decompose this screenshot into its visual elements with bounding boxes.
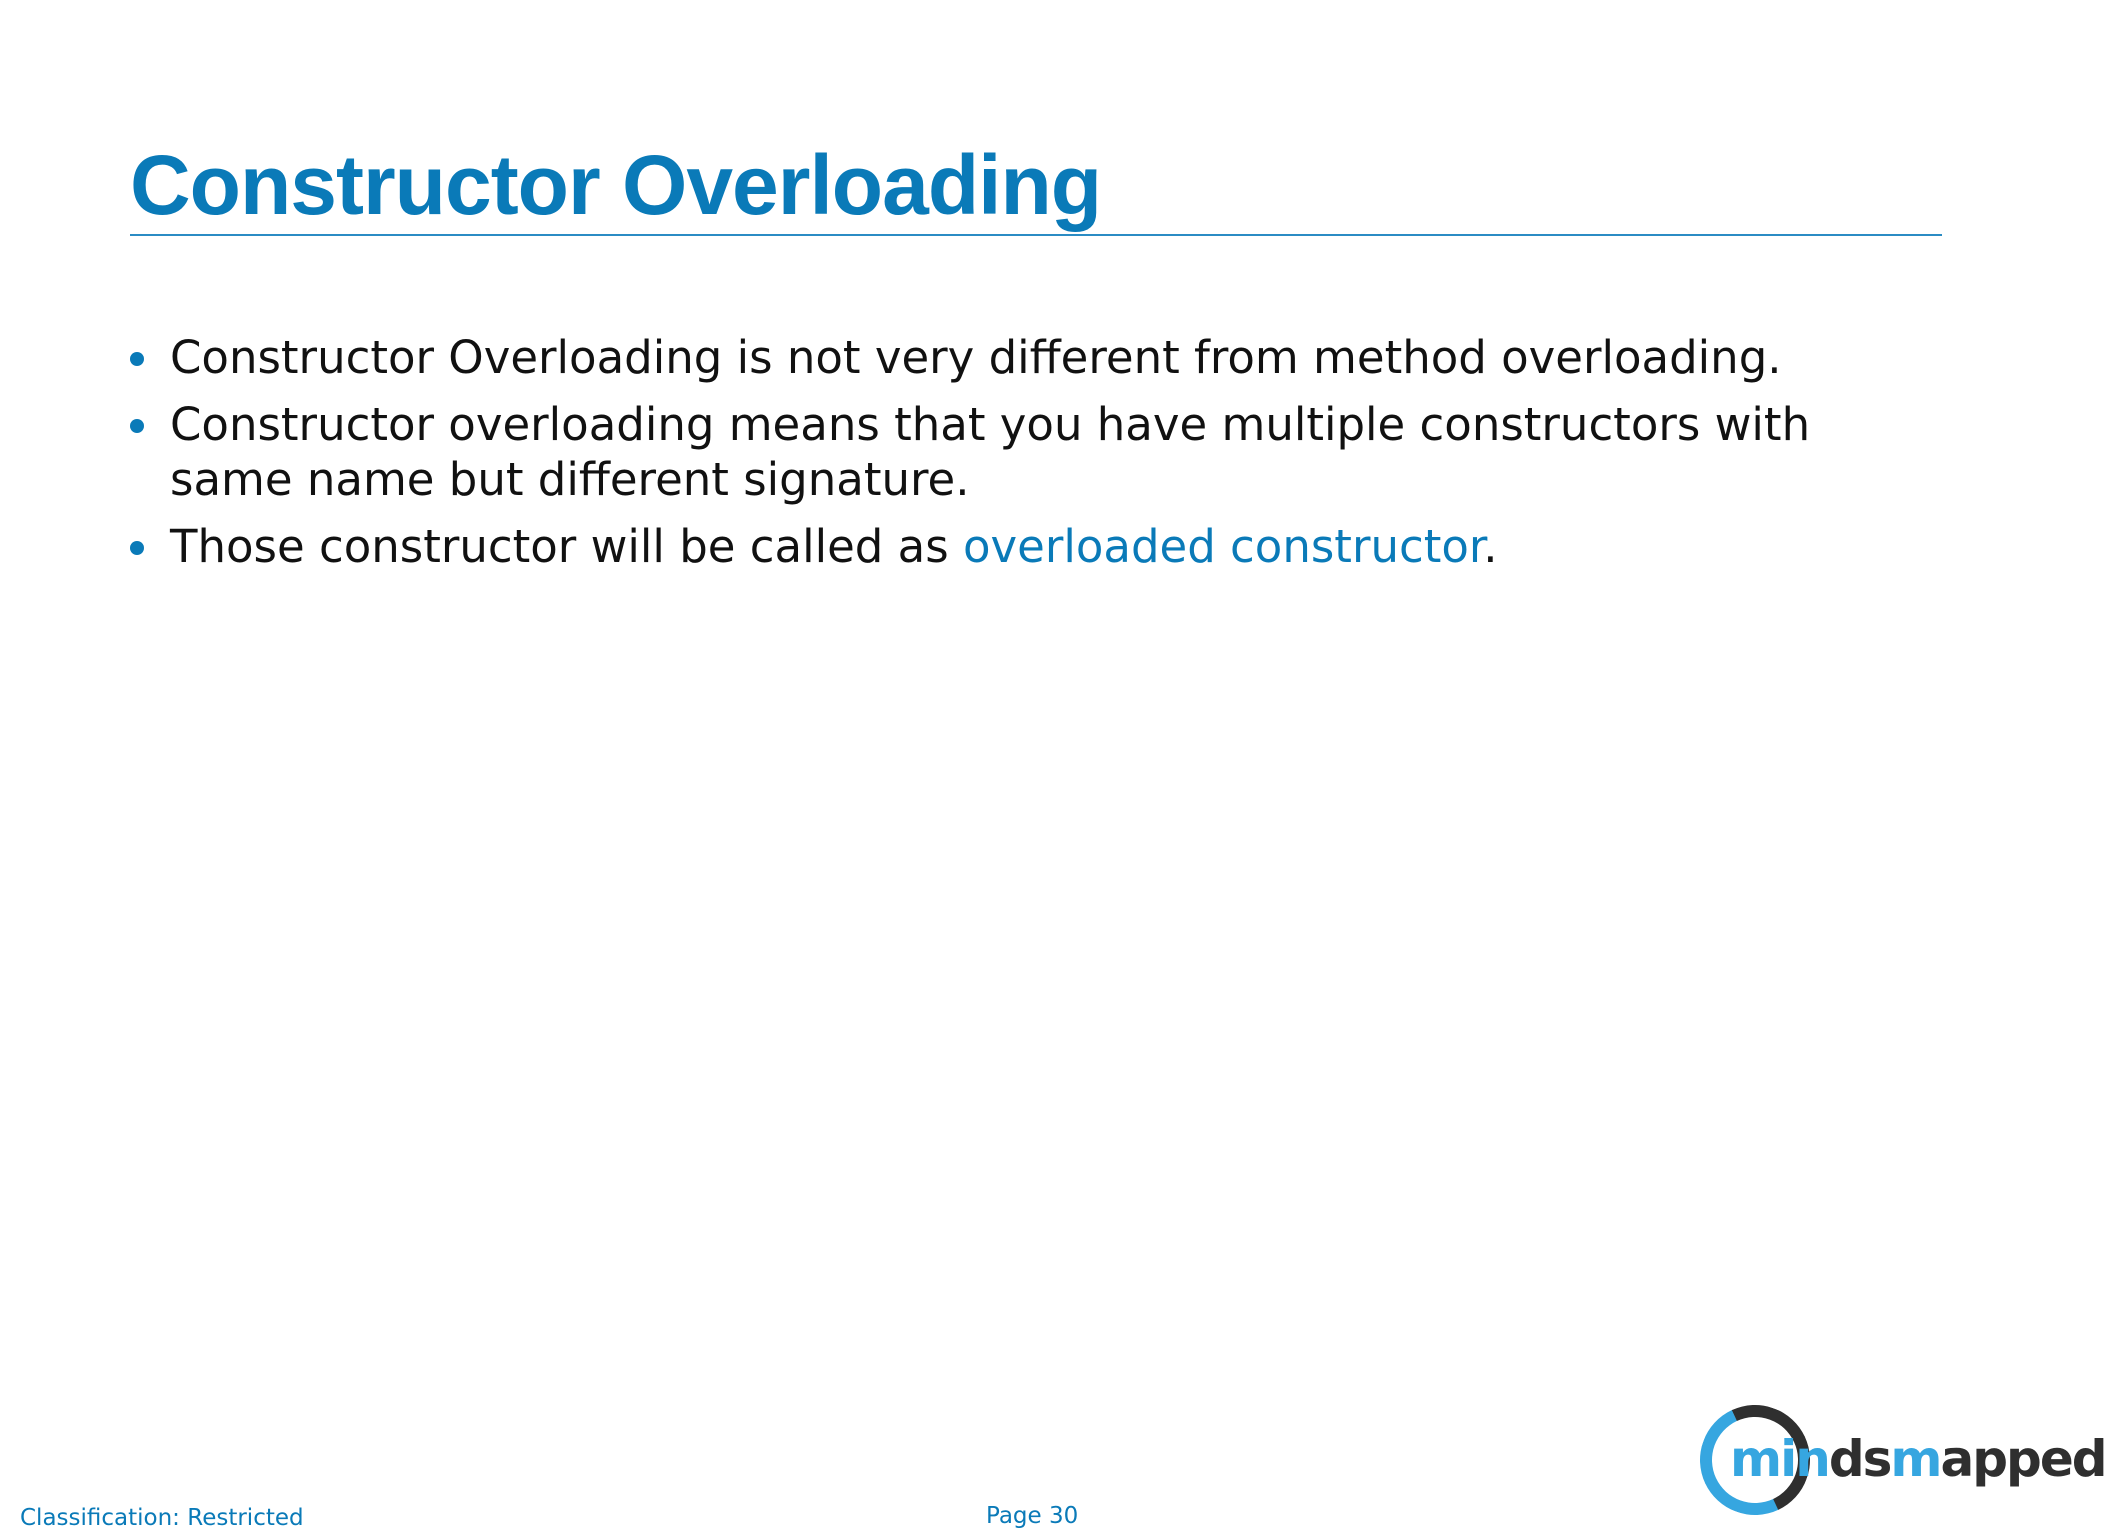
slide-title: Constructor Overloading: [130, 138, 1102, 232]
title-divider: [130, 234, 1942, 236]
logo-part: min: [1730, 1430, 1829, 1488]
bullet-text: Those constructor will be called as: [170, 520, 963, 573]
bullet-dot-icon: [130, 541, 144, 555]
bullet-dot-icon: [130, 352, 144, 366]
logo-wordmark: [1730, 1429, 2106, 1489]
bullet-item: [130, 397, 1910, 507]
bullet-suffix: .: [1483, 520, 1498, 573]
highlighted-term: overloaded constructor: [962, 520, 1484, 573]
bullet-item: [130, 519, 1910, 574]
logo-part: ds: [1828, 1430, 1891, 1488]
page-number: Page 30: [986, 1503, 1079, 1529]
mindsmapped-logo: [1700, 1405, 2106, 1525]
bullet-dot-icon: [130, 419, 144, 433]
bullet-list: [130, 330, 1910, 586]
bullet-item: [130, 330, 1910, 385]
bullet-text: Constructor overloading means that you have multiple constructors with same name but different signature.: [170, 398, 1811, 506]
classification-label: Classification: Restricted: [20, 1505, 304, 1531]
logo-part: apped: [1940, 1430, 2106, 1488]
logo-part: m: [1890, 1430, 1941, 1488]
bullet-text: Constructor Overloading is not very different from method overloading.: [170, 331, 1782, 384]
